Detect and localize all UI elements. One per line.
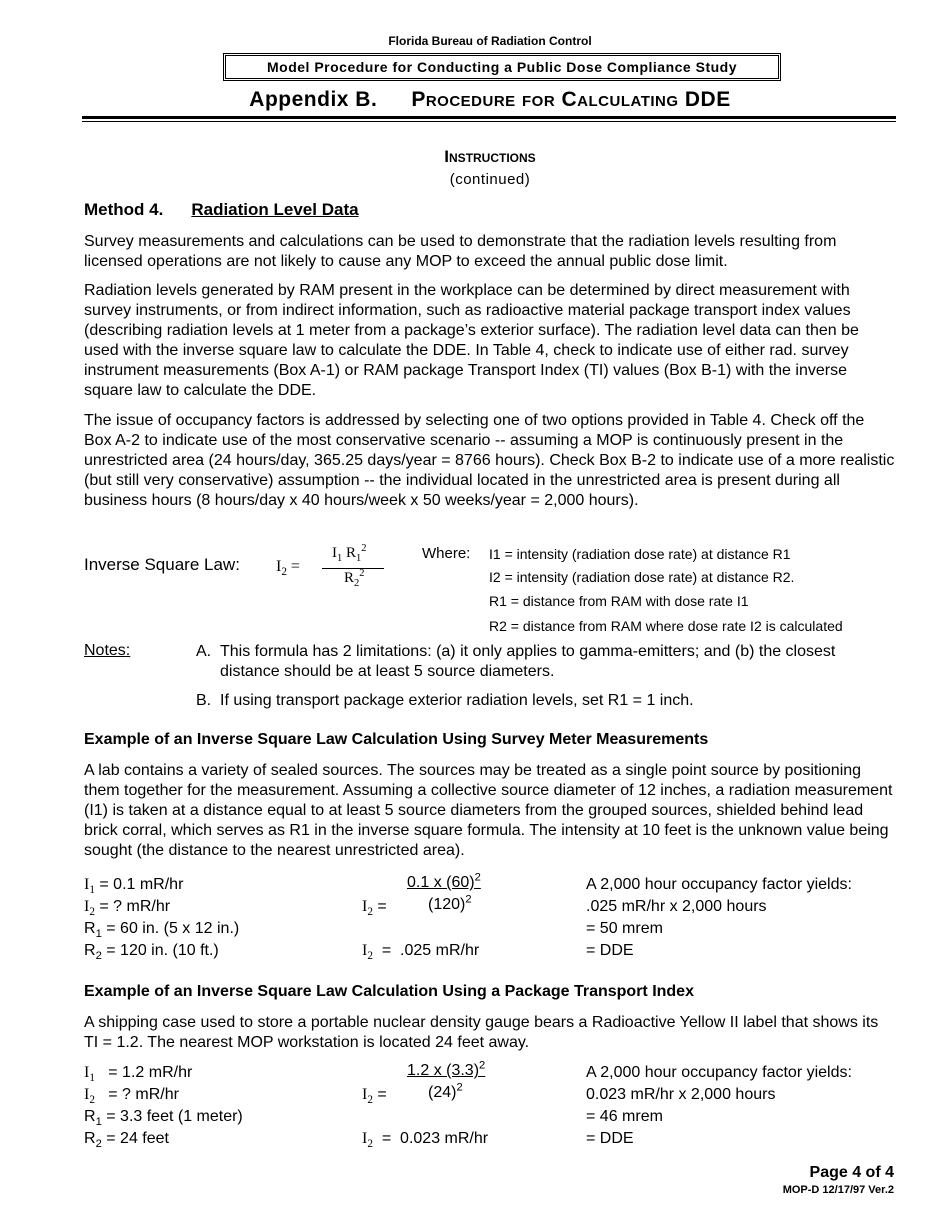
example2-text: A shipping case used to store a portable nuclear density gauge bears a Radioactive Yellow II label that shows its TI = 1.2. The nearest MOP workstation is located 24 feet away. — [84, 1014, 879, 1051]
formula-denominator: $R_2^2$ — [344, 568, 365, 589]
example2-result: $I_2 = 0.023$ mR/hr — [362, 1130, 489, 1151]
example1-occupancy-1: A 2,000 hour occupancy factor yields: — [586, 876, 852, 893]
example2-given-i2-value: = ? mR/hr — [108, 1086, 179, 1103]
example2-given-r2-value: = 24 feet — [106, 1130, 169, 1147]
note-b — [196, 692, 694, 710]
formula-lhs: $I_2$ = — [276, 558, 300, 579]
section-title: Instructions — [444, 147, 536, 166]
example1-occupancy-2: .025 mR/hr x 2,000 hours — [586, 898, 767, 915]
header-rule-thin — [82, 121, 896, 122]
definition-i2 — [489, 569, 794, 585]
note-b-text: If using transport package exterior radiation levels, set R1 = 1 inch. — [220, 692, 694, 709]
example2-heading: Example of an Inverse Square Law Calculation Using a Package Transport Index — [84, 983, 694, 1000]
definition-i1 — [489, 546, 791, 562]
header-rule-thick — [82, 116, 896, 119]
example1-numerator-text: 0.1 x (60) — [407, 874, 475, 891]
example1-given-r2: $R_2 = 120$ in. (10 ft.) — [84, 942, 219, 963]
formula-fraction-bar — [322, 568, 384, 569]
example1-heading: Example of an Inverse Square Law Calculation Using Survey Meter Measurements — [84, 731, 709, 748]
method-heading — [84, 200, 359, 220]
example1-given-r1: $R_1 = 60$ in. (5 x 12 in.) — [84, 920, 240, 941]
example2-occupancy-3: = 46 mrem — [586, 1108, 663, 1125]
example2-given-i2: $I_2$ = ? mR/hr — [84, 1086, 179, 1107]
example1-given-r1-value: = 60 in. (5 x 12 in.) — [106, 920, 240, 937]
document-title: Model Procedure for Conducting a Public Dose Compliance Study — [223, 53, 781, 81]
example2-given-r1-value: = 3.3 feet (1 meter) — [106, 1108, 243, 1125]
notes-label-text: Notes — [84, 642, 126, 659]
definition-r2-text: R2 = distance from RAM where dose rate I2 is calculated — [489, 618, 843, 634]
note-b-label: B. — [196, 692, 212, 709]
example2-given-r2: $R_2 = 24$ feet — [84, 1130, 169, 1151]
definition-r1-text: R1 = distance from RAM with dose rate I1 — [489, 593, 749, 609]
example2-i2-eq: $I_2$ = — [362, 1086, 387, 1107]
agency-name: Florida Bureau of Radiation Control — [388, 34, 592, 48]
example2-given-r1: $R_1 = 3.3$ feet (1 meter) — [84, 1108, 243, 1129]
example2-denominator: $(24)^2$ — [428, 1081, 463, 1101]
definition-r1 — [489, 593, 749, 609]
example1-denominator: $(120)^2$ — [428, 893, 472, 913]
section-subtitle: (continued) — [449, 171, 531, 188]
example2-numerator: 1.2 x $(3.3)^2$ — [407, 1059, 486, 1079]
example1-occupancy-4: = DDE — [586, 942, 634, 959]
example2-denominator-text: (24) — [428, 1084, 457, 1101]
example1-denominator-text: (120) — [428, 896, 466, 913]
example1-text: A lab contains a variety of sealed sources. The sources may be treated as a single point source by positioning them together for the measurement. Assuming a collective source diameter of 12 inches, a radiation measurement (I1) is taken at a distance equal to at least 5 source diameters from the grouped sources, shielded behind lead brick corral, which serves as R1 in the inverse square formula. The intensity at 10 feet is the unknown value being sought (the distance to the nearest unrestricted area). — [84, 762, 893, 859]
example2-numerator-text: 1.2 x (3.3) — [407, 1062, 480, 1079]
example1-numerator: 0.1 x $(60)^2$ — [407, 871, 481, 891]
example2-occupancy-4: = DDE — [586, 1130, 634, 1147]
paragraph-3: The issue of occupancy factors is addressed by selecting one of two options provided in Table 4. Check off the Box A-2 to indicate use of the most conservative scenario -- assuming a MOP is continuously present in the unrestricted area (24 hours/day, 365.25 days/year = 8766 hours). Check Box B-2 to indicate use of a more realistic (but still very conservative) assumption -- the individual located in the unrestricted area is present during all business hours (8 hours/day x 40 hours/week x 50 weeks/year = 2,000 hours). — [84, 412, 895, 509]
definition-r2 — [489, 618, 843, 634]
formula-numerator: $I_1$ $R_1^2$ — [332, 543, 367, 564]
example1-given-i1-value: = 0.1 mR/hr — [99, 876, 184, 893]
page-number: Page 4 of 4 — [809, 1164, 894, 1181]
definition-i2-text: I2 = intensity (radiation dose rate) at distance R2. — [489, 569, 795, 585]
note-a — [196, 642, 896, 682]
note-a-label: A. — [196, 643, 212, 660]
appendix-heading — [0, 88, 950, 112]
example1-i2-eq: $I_2$ = — [362, 898, 387, 919]
example2-given-i1: $I_1$ = 1.2 mR/hr — [84, 1064, 193, 1085]
example1-given-i2-value: = ? mR/hr — [99, 898, 171, 915]
method-number: Method 4. — [84, 200, 164, 219]
example1-occupancy-3: = 50 mrem — [586, 920, 663, 937]
method-title: Radiation Level Data — [191, 200, 359, 219]
note-a-text: This formula has 2 limitations: (a) it only applies to gamma-emitters; and (b) the closest distance should be at least 5 source diameters. — [220, 643, 836, 680]
formula-label: Inverse Square Law: — [84, 555, 240, 574]
example2-occupancy-1: A 2,000 hour occupancy factor yields: — [586, 1064, 852, 1081]
document-version: MOP-D 12/17/97 Ver.2 — [782, 1184, 894, 1196]
example1-given-i2: $I_2$ = ? mR/hr — [84, 898, 171, 919]
paragraph-2: Radiation levels generated by RAM present in the workplace can be determined by direct measurement with survey instruments, or from indirect information, such as radioactive material package transport index values (describing radiation levels at 1 meter from a package’s exterior surface). The radiation level data can then be used with the inverse square law to calculate the DDE. In Table 4, check to indicate use of either rad. survey instrument measurements (Box A-1) or RAM package Transport Index (TI) values (Box B-1) with the inverse square law to calculate the DDE. — [84, 282, 859, 399]
example1-result: $I_2 = .025$ mR/hr — [362, 942, 480, 963]
definition-i1-text: I1 = intensity (radiation dose rate) at distance R1 — [489, 546, 791, 562]
notes-label: Notes: — [84, 642, 131, 659]
example2-occupancy-2: 0.023 mR/hr x 2,000 hours — [586, 1086, 776, 1103]
example2-given-i1-value: = 1.2 mR/hr — [108, 1064, 193, 1081]
paragraph-1: Survey measurements and calculations can be used to demonstrate that the radiation levels resulting from licensed operations are not likely to cause any MOP to exceed the annual public dose limit. — [84, 233, 837, 270]
example1-given-i1: $I_1 = 0.1$ mR/hr — [84, 876, 184, 897]
example2-result-value: 0.023 mR/hr — [400, 1130, 489, 1147]
appendix-title: Procedure for Calculating DDE — [411, 88, 731, 111]
example1-result-value: .025 mR/hr — [400, 942, 480, 959]
where-label: Where: — [422, 545, 471, 562]
example1-given-r2-value: = 120 in. (10 ft.) — [106, 942, 219, 959]
appendix-label: Appendix B. — [249, 88, 378, 111]
